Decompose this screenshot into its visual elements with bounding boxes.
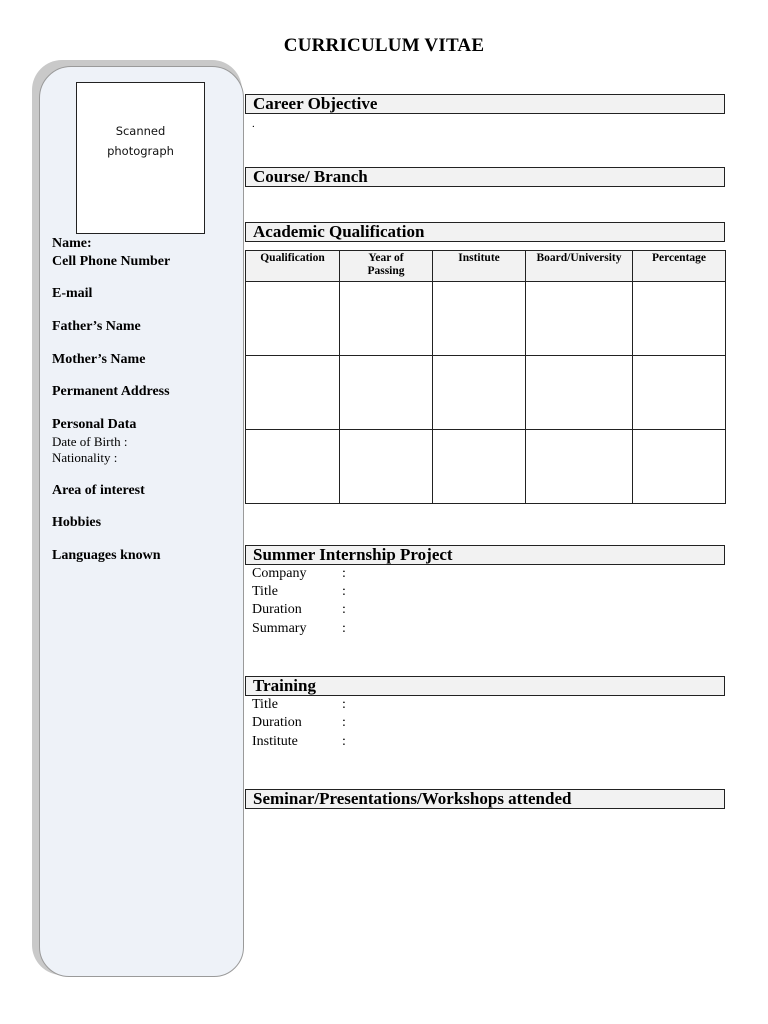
section-title: Seminar/Presentations/Workshops attended [253, 789, 572, 808]
table-cell[interactable] [246, 430, 340, 504]
table-cell[interactable] [340, 356, 433, 430]
permanent-address-label: Permanent Address [52, 384, 170, 399]
table-header: Percentage [633, 251, 726, 282]
field-label: Title [252, 584, 278, 599]
cell-phone-label: Cell Phone Number [52, 254, 171, 269]
section-title: Course/ Branch [253, 167, 368, 186]
table-cell[interactable] [526, 356, 633, 430]
languages-known-label: Languages known [52, 548, 161, 563]
section-summer-internship [245, 545, 725, 565]
mother-name-label: Mother’s Name [52, 352, 146, 367]
section-title: Career Objective [253, 94, 378, 113]
section-academic-qualification [245, 222, 725, 242]
career-objective-text: . [252, 118, 255, 130]
field-label: Company [252, 566, 307, 581]
training-duration-row [252, 715, 346, 731]
table-header: Year of Passing [340, 251, 433, 282]
table-row [246, 356, 726, 430]
section-seminars [245, 789, 725, 809]
section-title: Training [253, 676, 316, 695]
training-institute-row [252, 734, 346, 750]
field-separator: : [342, 715, 346, 730]
table-cell[interactable] [433, 430, 526, 504]
academic-table [245, 250, 726, 504]
internship-company-row [252, 566, 346, 582]
section-title: Academic Qualification [253, 222, 425, 241]
table-cell[interactable] [246, 356, 340, 430]
internship-duration-row [252, 602, 346, 618]
field-label: Duration [252, 715, 302, 730]
photo-caption-line1: Scanned [115, 124, 166, 138]
email-label: E-mail [52, 286, 93, 301]
table-header: Institute [433, 251, 526, 282]
table-cell[interactable] [340, 282, 433, 356]
internship-summary-row [252, 621, 346, 637]
field-label: Duration [252, 602, 302, 617]
table-header: Board/University [526, 251, 633, 282]
field-label: Institute [252, 734, 298, 749]
section-career-objective [245, 94, 725, 114]
date-of-birth-label: Date of Birth : [52, 434, 128, 449]
field-separator: : [342, 697, 346, 712]
father-name-label: Father’s Name [52, 319, 141, 334]
field-separator: : [342, 566, 346, 581]
field-label: Title [252, 697, 278, 712]
table-header-row [246, 251, 726, 282]
hobbies-label: Hobbies [52, 515, 102, 530]
table-cell[interactable] [526, 282, 633, 356]
section-training [245, 676, 725, 696]
table-cell[interactable] [433, 356, 526, 430]
field-separator: : [342, 602, 346, 617]
table-header: Qualification [246, 251, 340, 282]
table-cell[interactable] [633, 356, 726, 430]
photo-placeholder [76, 82, 205, 234]
document-title: CURRICULUM VITAE [283, 35, 485, 56]
table-cell[interactable] [433, 282, 526, 356]
name-label: Name: [52, 236, 92, 251]
nationality-label: Nationality : [52, 450, 118, 465]
table-row [246, 282, 726, 356]
field-label: Summary [252, 621, 307, 636]
table-cell[interactable] [633, 282, 726, 356]
field-separator: : [342, 734, 346, 749]
table-cell[interactable] [526, 430, 633, 504]
photo-caption [77, 121, 204, 161]
section-course-branch [245, 167, 725, 187]
table-row [246, 430, 726, 504]
internship-title-row [252, 584, 346, 600]
photo-caption-line2: photograph [107, 144, 174, 158]
table-cell[interactable] [633, 430, 726, 504]
table-cell[interactable] [340, 430, 433, 504]
area-of-interest-label: Area of interest [52, 483, 145, 498]
training-title-row [252, 697, 346, 713]
field-separator: : [342, 584, 346, 599]
personal-data-label: Personal Data [52, 417, 137, 432]
field-separator: : [342, 621, 346, 636]
section-title: Summer Internship Project [253, 545, 453, 564]
table-cell[interactable] [246, 282, 340, 356]
